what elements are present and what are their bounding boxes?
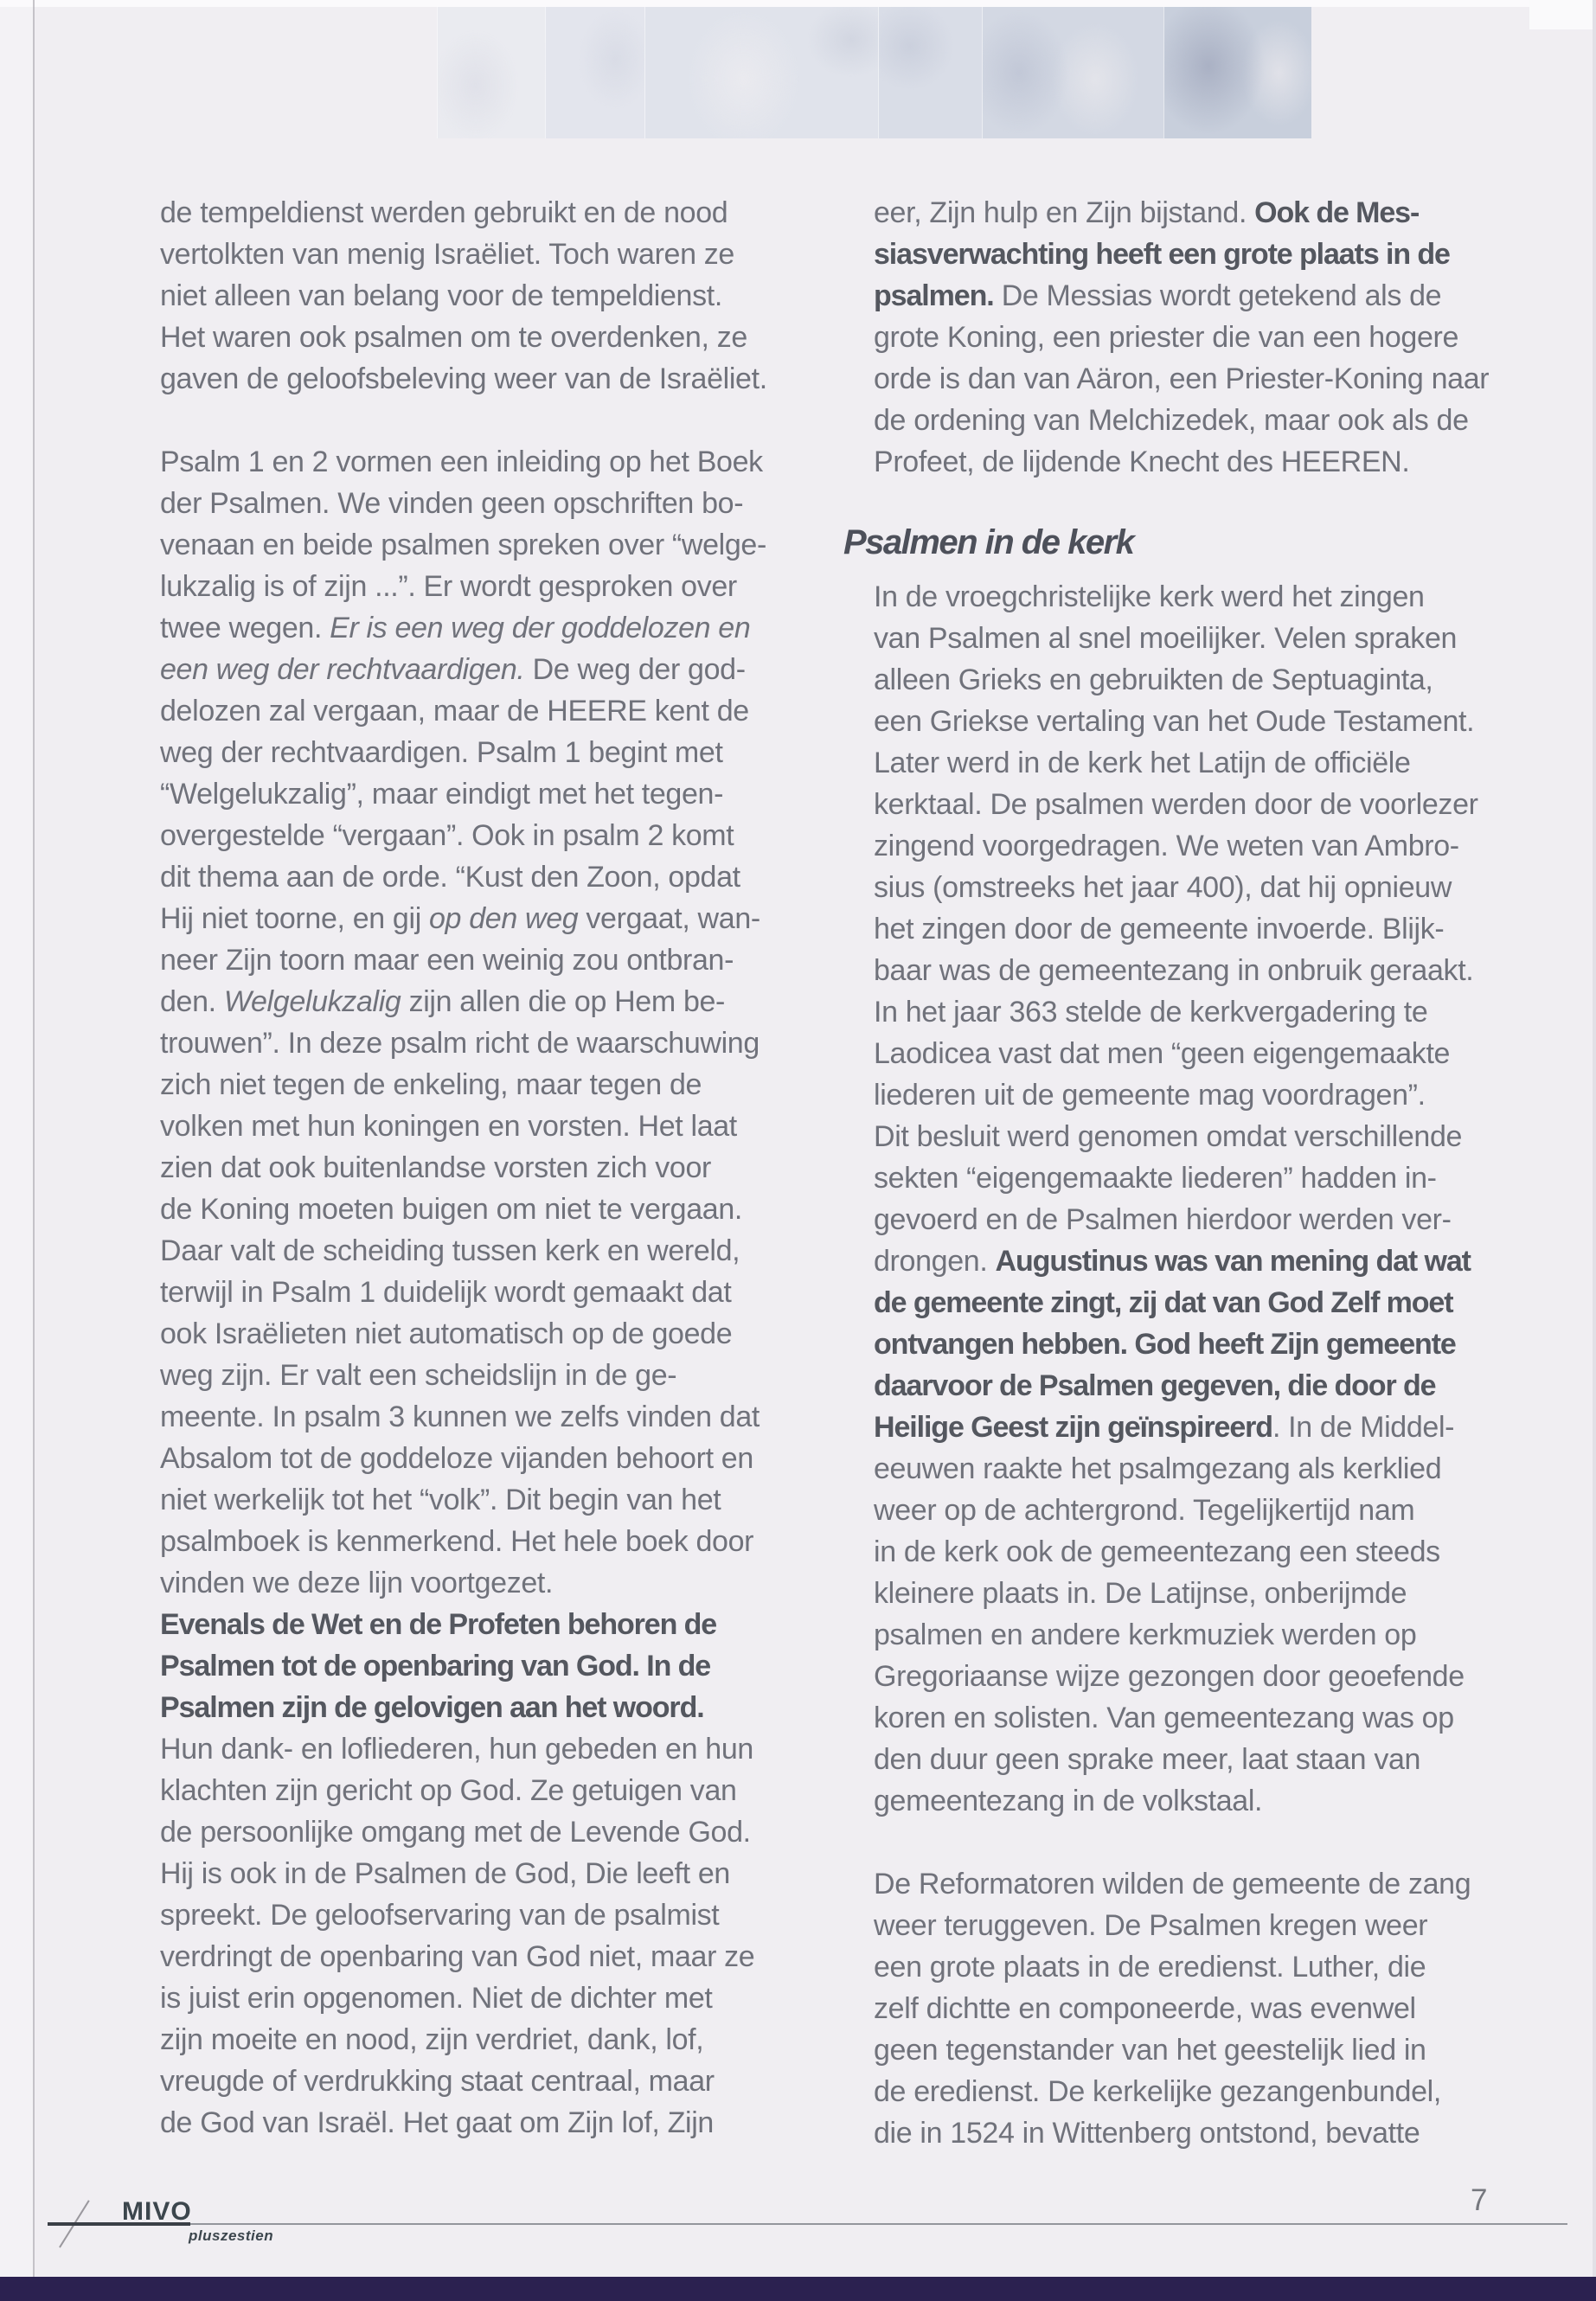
- scan-edge-shade: [0, 0, 33, 2301]
- scan-edge-line: [33, 0, 35, 2301]
- text-line: terwijl in Psalm 1 duidelijk wordt gemaakt dat: [160, 1276, 732, 1309]
- text-line: Daar valt de scheiding tussen kerk en wereld,: [160, 1234, 740, 1267]
- text-line: in de kerk ook de gemeentezang een steeds: [874, 1535, 1440, 1568]
- text-line: geen tegenstander van het geestelijk lied in: [874, 2034, 1426, 2067]
- text-line: Profeet, de lijdende Knecht des HEEREN.: [874, 445, 1410, 478]
- text-line: “Welgelukzalig”, maar eindigt met het tegen-: [160, 778, 724, 811]
- text-line: gevoerd en de Psalmen hierdoor werden ver-: [874, 1203, 1452, 1236]
- text-line: Psalm 1 en 2 vormen een inleiding op het Boek: [160, 445, 763, 478]
- text-line: de Koning moeten buigen om niet te vergaan.: [160, 1193, 742, 1226]
- text-line: der Psalmen. We vinden geen opschriften bo-: [160, 487, 744, 520]
- text-line: den duur geen sprake meer, laat staan van: [874, 1743, 1421, 1776]
- text-line: weg zijn. Er valt een scheidslijn in de ge-: [160, 1359, 677, 1392]
- text-line: lukzalig is of zijn ...”. Er wordt gesproken over: [160, 570, 737, 603]
- text-line: sius (omstreeks het jaar 400), dat hij opnieuw: [874, 871, 1452, 904]
- text-line: trouwen”. In deze psalm richt de waarschuwing: [160, 1027, 760, 1060]
- text-line: baar was de gemeentezang in onbruik geraakt.: [874, 954, 1474, 987]
- text-line: een weg der rechtvaardigen. De weg der god-: [160, 653, 746, 686]
- text-line: sekten “eigengemaakte liederen” hadden in-: [874, 1162, 1437, 1195]
- text-line: de persoonlijke omgang met de Levende God.: [160, 1816, 751, 1849]
- text-line: drongen. Augustinus was van mening dat wat: [874, 1245, 1471, 1278]
- banner-strip: [0, 7, 1596, 138]
- scan-right-edge: [1593, 0, 1596, 2301]
- text-line: weer teruggeven. De Psalmen kregen weer: [874, 1909, 1428, 1942]
- text-line: ook Israëlieten niet automatisch op de goede: [160, 1317, 733, 1350]
- text-line: psalmboek is kenmerkend. Het hele boek door: [160, 1525, 754, 1558]
- banner-photo-panel: [545, 7, 645, 138]
- paragraph-gap: [874, 1822, 1531, 1863]
- text-line: Psalmen zijn de gelovigen aan het woord.: [160, 1691, 704, 1724]
- banner-photo-panel: [437, 7, 546, 138]
- text-line: Heilige Geest zijn geïnspireerd. In de Middel-: [874, 1411, 1455, 1444]
- text-line: de ordening van Melchizedek, maar ook als de: [874, 404, 1469, 437]
- text-line: vinden we deze lijn voortgezet.: [160, 1567, 554, 1599]
- text-line: zich niet tegen de enkeling, maar tegen de: [160, 1068, 702, 1101]
- text-line: Dit besluit werd genomen omdat verschillende: [874, 1120, 1463, 1153]
- text-line: van Psalmen al snel moeilijker. Velen spraken: [874, 622, 1458, 655]
- text-line: eer, Zijn hulp en Zijn bijstand. Ook de Mes-: [874, 196, 1420, 229]
- text-line: is juist erin opgenomen. Niet de dichter met: [160, 1982, 713, 2015]
- text-line: alleen Grieks en gebruikten de Septuaginta,: [874, 663, 1433, 696]
- text-line: Psalmen tot de openbaring van God. In de: [160, 1650, 711, 1682]
- text-line: overgestelde “vergaan”. Ook in psalm 2 komt: [160, 819, 734, 852]
- text-line: psalmen en andere kerkmuziek werden op: [874, 1618, 1417, 1651]
- text-line: zelf dichtte en componeerde, was evenwel: [874, 1992, 1416, 2025]
- text-line: de gemeente zingt, zij dat van God Zelf moet: [874, 1286, 1453, 1319]
- paragraph: [160, 441, 817, 2144]
- text-line: spreekt. De geloofservaring van de psalmist: [160, 1899, 720, 1932]
- text-line: gaven de geloofsbeleving weer van de Israëliet.: [160, 362, 767, 395]
- text-line: eeuwen raakte het psalmgezang als kerklied: [874, 1452, 1442, 1485]
- text-line: weer op de achtergrond. Tegelijkertijd nam: [874, 1494, 1415, 1527]
- text-line: orde is dan van Aäron, een Priester-Koning naar: [874, 362, 1490, 395]
- text-line: een Griekse vertaling van het Oude Testament.: [874, 705, 1475, 738]
- text-line: siasverwachting heeft een grote plaats in de: [874, 238, 1450, 271]
- banner-photo-panel: [982, 7, 1164, 138]
- text-line: zijn moeite en nood, zijn verdriet, dank, lof,: [160, 2023, 704, 2056]
- text-line: die in 1524 in Wittenberg ontstond, bevatte: [874, 2117, 1420, 2150]
- text-line: volken met hun koningen en vorsten. Het laat: [160, 1110, 737, 1143]
- text-line: venaan en beide psalmen spreken over “welge-: [160, 529, 766, 561]
- text-line: verdringt de openbaring van God niet, maar ze: [160, 1940, 755, 1973]
- paragraph: [874, 1863, 1531, 2154]
- text-line: weg der rechtvaardigen. Psalm 1 begint met: [160, 736, 723, 769]
- paragraph: [160, 192, 817, 400]
- section-heading: Psalmen in de kerk: [843, 523, 1134, 561]
- text-line: het zingen door de gemeente invoerde. Blijk-: [874, 913, 1445, 945]
- text-line: Gregoriaanse wijze gezongen door geoefende: [874, 1660, 1465, 1693]
- text-line: grote Koning, een priester die van een hogere: [874, 321, 1459, 354]
- text-line: meente. In psalm 3 kunnen we zelfs vinden dat: [160, 1400, 760, 1433]
- page-top-margin: [0, 0, 1596, 7]
- text-line: ontvangen hebben. God heeft Zijn gemeente: [874, 1328, 1456, 1361]
- text-line: In de vroegchristelijke kerk werd het zingen: [874, 580, 1425, 613]
- banner-photo-panel: [878, 7, 983, 138]
- text-line: vertolkten van menig Israëliet. Toch waren ze: [160, 238, 734, 271]
- mivo-logo: MIVO: [122, 2197, 192, 2226]
- text-line: zingend voorgedragen. We weten van Ambro-: [874, 830, 1459, 862]
- text-line: daarvoor de Psalmen gegeven, die door de: [874, 1369, 1436, 1402]
- text-line: Hun dank- en lofliederen, hun gebeden en hun: [160, 1733, 753, 1766]
- text-line: psalmen. De Messias wordt getekend als de: [874, 279, 1442, 312]
- text-line: twee wegen. Er is een weg der goddelozen en: [160, 612, 751, 644]
- text-line: klachten zijn gericht op God. Ze getuigen van: [160, 1774, 737, 1807]
- text-line: liederen uit de gemeente mag voordragen”.: [874, 1079, 1426, 1112]
- text-line: Evenals de Wet en de Profeten behoren de: [160, 1608, 717, 1641]
- text-line: vreugde of verdrukking staat centraal, maar: [160, 2065, 715, 2098]
- text-line: den. Welgelukzalig zijn allen die op Hem be-: [160, 985, 726, 1018]
- text-line: neer Zijn toorn maar een weinig zou ontbran-: [160, 944, 734, 977]
- bottom-band: [0, 2277, 1596, 2301]
- text-line: niet werkelijk tot het “volk”. Dit begin van het: [160, 1484, 721, 1516]
- text-line: delozen zal vergaan, maar de HEERE kent de: [160, 695, 749, 727]
- text-line: de God van Israël. Het gaat om Zijn lof, Zijn: [160, 2106, 714, 2139]
- text-line: zien dat ook buitenlandse vorsten zich voor: [160, 1151, 712, 1184]
- paragraph-gap: [160, 400, 817, 441]
- paragraph: [874, 576, 1531, 1822]
- text-line: Absalom tot de goddeloze vijanden behoort en: [160, 1442, 753, 1475]
- page-number: 7: [1471, 2183, 1488, 2217]
- text-line: kerktaal. De psalmen werden door de voorlezer: [874, 788, 1478, 821]
- text-line: Later werd in de kerk het Latijn de officiële: [874, 747, 1411, 779]
- text-line: Hij niet toorne, en gij op den weg vergaat, wan-: [160, 902, 760, 935]
- left-text-column: [160, 192, 817, 2144]
- text-line: niet alleen van belang voor de tempeldienst.: [160, 279, 722, 312]
- text-line: dit thema aan de orde. “Kust den Zoon, opdat: [160, 861, 740, 894]
- text-line: In het jaar 363 stelde de kerkvergadering te: [874, 996, 1428, 1029]
- text-line: Laodicea vast dat men “geen eigengemaakte: [874, 1037, 1451, 1070]
- text-line: kleinere plaats in. De Latijnse, onberijmde: [874, 1577, 1407, 1610]
- text-line: Het waren ook psalmen om te overdenken, ze: [160, 321, 747, 354]
- footer-rule: [190, 2223, 1567, 2225]
- text-line: De Reformatoren wilden de gemeente de zang: [874, 1868, 1471, 1900]
- banner-photo-panel: [644, 7, 879, 138]
- text-line: gemeentezang in de volkstaal.: [874, 1785, 1263, 1817]
- banner-photo-panel: [1163, 7, 1311, 138]
- text-line: koren en solisten. Van gemeentezang was op: [874, 1702, 1454, 1734]
- scan-corner-notch: [1529, 0, 1596, 29]
- text-line: Hij is ook in de Psalmen de God, Die leeft en: [160, 1857, 730, 1890]
- text-line: de eredienst. De kerkelijke gezangenbundel,: [874, 2075, 1441, 2108]
- text-line: de tempeldienst werden gebruikt en de nood: [160, 196, 728, 229]
- right-text-column: [843, 192, 1531, 2154]
- paragraph: [874, 192, 1531, 483]
- mivo-logo-subtitle: pluszestien: [189, 2227, 274, 2244]
- text-line: een grote plaats in de eredienst. Luther, die: [874, 1951, 1426, 1984]
